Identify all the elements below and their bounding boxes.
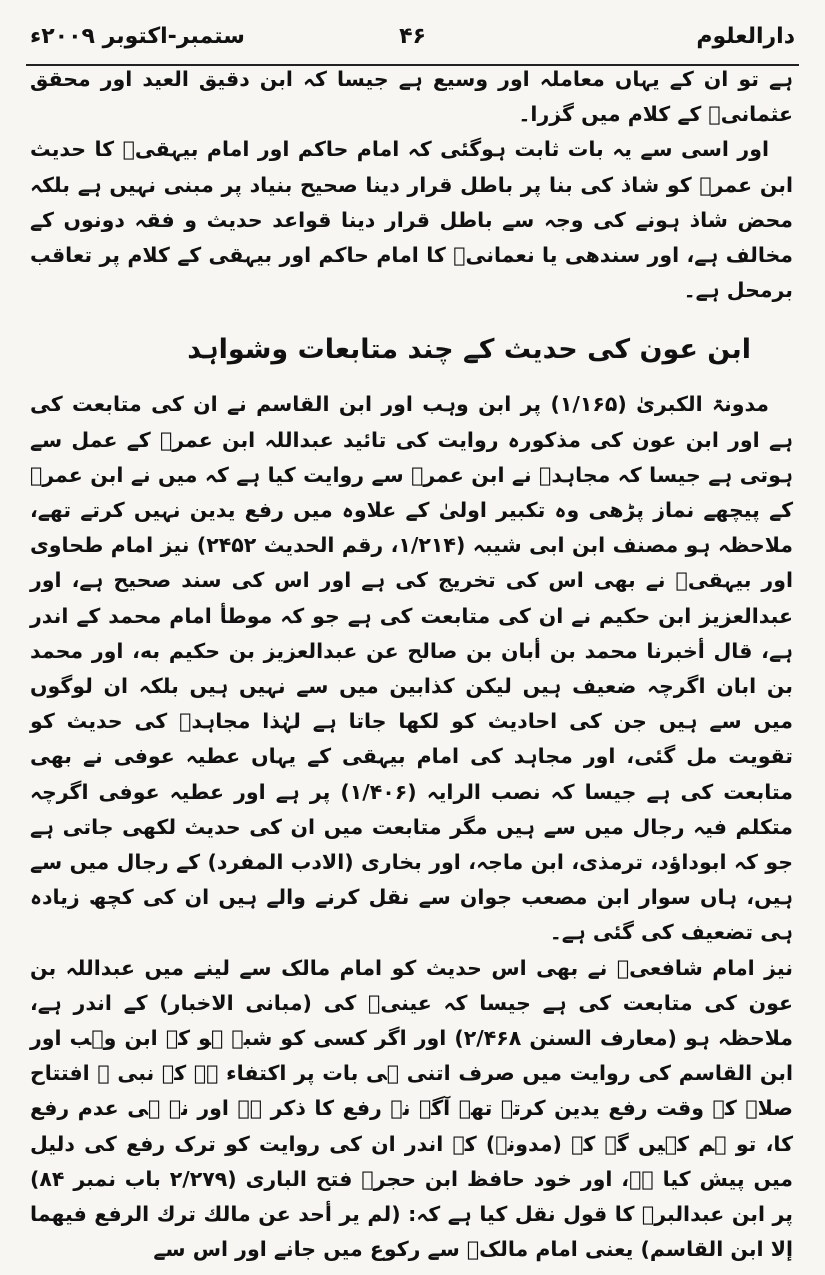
paragraph-continuation: ہے تو ان کے یہاں معاملہ اور وسیع ہے جیسا کہ ابن دقیق العید اور محقق عثمانیؒ کے کلام میں گزرا۔ — [30, 67, 793, 127]
paragraph-shadh-ruling: اور اسی سے یہ بات ثابت ہوگئی کہ امام حاکم اور امام بیہقیؒ کا حدیث ابن عمرؓ کو شاذ کی بنا پر باطل قرار دینا صحیح بنیاد پر مبنی نہیں ہے بلکہ محض شاذ ہونے کی وجہ سے باطل قرار دینا قواعد حدیث و فقہ دونوں کے مخالف ہے، اور سندھی یا نعمانیؒ کا امام حاکم اور بیہقی کے کلام پر تعاقب برمحل ہے۔ — [30, 137, 793, 303]
journal-title: دارالعلوم — [696, 24, 795, 49]
issue-date: ستمبر-اکتوبر ۲۰۰۹ء — [30, 24, 245, 49]
paragraph-mutabaat: مدونۃ الکبریٰ (۱/۱۶۵) پر ابن وہب اور ابن القاسم نے ان کی متابعت کی ہے اور ابن عون کی مذکورہ روایت کی تائید عبداللہ ابن عمرؓ کے عمل سے ہوتی ہے جیسا کہ مجاہدؒ نے ابن عمرؓ سے روایت کیا ہے کہ میں نے ابن عمرؓ کے پیچھے نماز پڑھی وہ تکبیر اولیٰ کے علاوہ میں رفع یدین نہیں کرتے تھے، ملاحظہ ہو مصنف ابن ابی شیبہ (۱/۲۱۴، رقم الحدیث ۲۴۵۲) نیز امام طحاوی اور بیہقیؒ نے بھی اس کی تخریج کی ہے اور اس کی سند صحیح ہے، اور عبدالعزیز ابن حکیم نے ان کی متابعت کی ہے جو کہ موطأ امام محمد کے اندر ہے، قال أخبرنا محمد بن أبان بن صالح عن عبدالعزيز بن حكيم به، اور محمد بن ابان اگرچہ ضعیف ہیں لیکن کذابین میں سے نہیں ہیں بلکہ ان لوگوں میں سے ہیں جن کی احادیث کو لکھا جاتا ہے لہٰذا مجاہدؒ کی حدیث کو تقویت مل گئی، اور مجاہد کی امام بیہقی کے یہاں عطیہ عوفی نے بھی متابعت کی ہے جیسا کہ نصب الرایہ (۱/۴۰۶) پر ہے اور عطیہ عوفی اگرچہ متکلم فیہ رجال میں سے ہیں مگر متابعت میں ان کی حدیث لکھی جاتی ہے جو کہ ابوداؤد، ترمذی، ابن ماجہ، اور بخاری (الادب المفرد) کے رجال میں سے ہیں، ہاں سوار ابن مصعب جوان سے نقل کرنے والے ہیں ان کی کچھ زیادہ ہی تضعیف کی گئی ہے۔ — [30, 392, 793, 945]
article-body — [30, 62, 793, 1268]
page-number: ۴۶ — [399, 24, 426, 49]
paragraph-shafii: نیز امام شافعیؒ نے بھی اس حدیث کو امام مالک سے لینے میں عبداللہ بن عون کی متابعت کی ہے جیسا کہ عینیؒ کی (مبانی الاخبار) کے اندر ہے، ملاحظہ ہو (معارف السنن ۲/۴۶۸) اور اگر کسی کو شبہ ہو کہ ابن وہب اور ابن القاسم کی روایت میں صرف اتنی ہی بات پر اکتفاء ہے کہ نبی ﷺ افتتاح صلاۃ کے وقت رفع یدین کرتے تھے آگے نہ رفع کا ذکر ہے اور نہ ہی عدم رفع کا، تو ہم کہیں گے کہ (مدونہ) کے اندر ان کی روایت کو ترک رفع کی دلیل میں پیش کیا ہے، اور خود حافظ ابن حجرؒ فتح الباری (۲/۲۷۹ باب نمبر ۸۴) پر ابن عبدالبرؒ کا قول نقل کیا ہے کہ: (لم یر أحد عن مالك ترك الرفع فيهما إلا ابن القاسم) یعنی امام مالکؒ سے رکوع میں جانے اور اس سے — [30, 955, 794, 1262]
section-heading: ابن عون کی حدیث کے چند متابعات وشواہد — [187, 334, 751, 366]
running-header — [26, 20, 799, 66]
